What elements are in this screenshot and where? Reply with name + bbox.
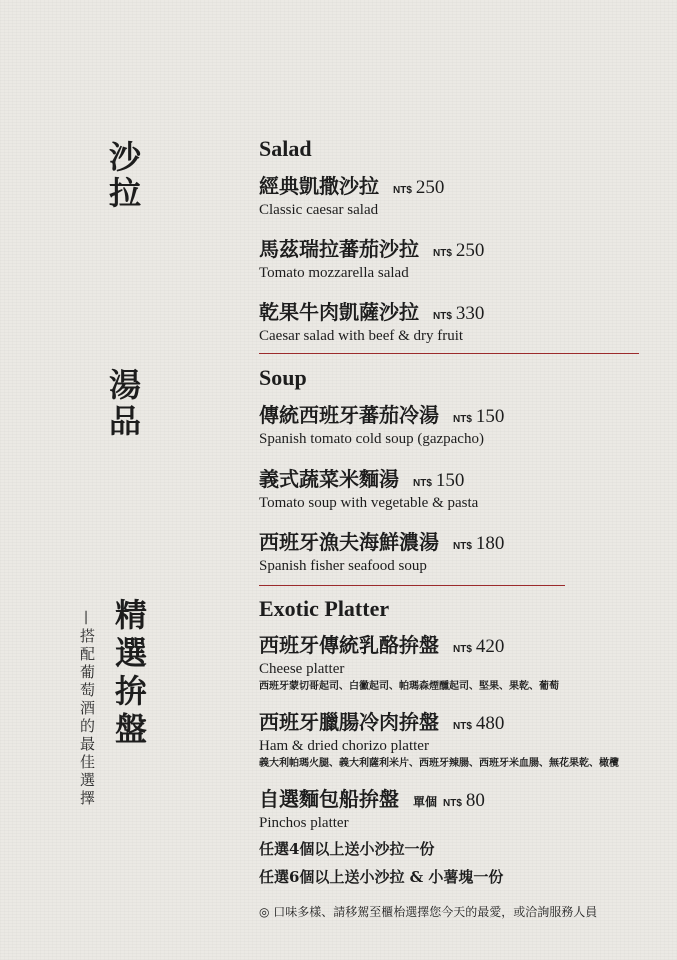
item-name-zh: 經典凱撒沙拉 bbox=[259, 174, 379, 198]
menu-item bbox=[259, 633, 559, 694]
item-unit: 單個 bbox=[413, 795, 438, 809]
item-name-en: Tomato soup with vegetable & pasta bbox=[259, 495, 479, 511]
price-currency: NT$ bbox=[443, 798, 462, 809]
item-price: 250 bbox=[415, 177, 445, 198]
item-name-zh: 乾果牛肉凱薩沙拉 bbox=[259, 300, 419, 324]
item-price: 80 bbox=[465, 790, 485, 811]
item-name-zh: 傳統西班牙蕃茄冷湯 bbox=[259, 403, 439, 427]
menu-item bbox=[259, 710, 619, 771]
item-price: 250 bbox=[455, 240, 485, 261]
item-name-en: Ham & dried chorizo platter bbox=[259, 738, 429, 754]
item-name-zh: 西班牙傳統乳酪拚盤 bbox=[259, 633, 439, 657]
price-currency: NT$ bbox=[453, 414, 472, 425]
item-name-en: Tomato mozzarella salad bbox=[259, 265, 409, 281]
price-currency: NT$ bbox=[453, 721, 472, 732]
price-currency: NT$ bbox=[453, 644, 472, 655]
platter-side-title: 精選拚盤 bbox=[110, 598, 148, 750]
promo-line: 任選6個以上送小沙拉 & 小薯塊一份 bbox=[259, 868, 504, 886]
menu-item bbox=[259, 237, 484, 282]
salad-section-title: Salad bbox=[259, 136, 312, 161]
item-name-zh: 馬茲瑞拉蕃茄沙拉 bbox=[259, 237, 419, 261]
menu-item bbox=[259, 530, 504, 575]
price-currency: NT$ bbox=[433, 311, 452, 322]
soup-section-title: Soup bbox=[259, 365, 307, 390]
footer-note: ◎ 口味多樣、請移駕至櫃枱選擇您今天的最愛，或洽詢服務人員 bbox=[259, 905, 598, 919]
salad-side-title: 沙拉 bbox=[104, 140, 142, 212]
item-price: 480 bbox=[475, 713, 505, 734]
item-name-zh: 西班牙臘腸冷肉拚盤 bbox=[259, 710, 439, 734]
item-name-en: Cheese platter bbox=[259, 661, 345, 677]
item-name-en: Caesar salad with beef & dry fruit bbox=[259, 328, 464, 344]
price-currency: NT$ bbox=[393, 185, 412, 196]
item-name-en: Spanish tomato cold soup (gazpacho) bbox=[259, 431, 484, 447]
platter-section-title: Exotic Platter bbox=[259, 596, 390, 621]
promo-line: 任選4個以上送小沙拉一份 bbox=[259, 840, 435, 858]
item-price: 180 bbox=[475, 533, 505, 554]
section-divider bbox=[259, 585, 565, 586]
soup-side-title: 湯品 bbox=[104, 368, 142, 440]
menu-item bbox=[259, 174, 444, 219]
item-name-zh: 西班牙漁夫海鮮濃湯 bbox=[259, 530, 439, 554]
menu-item bbox=[259, 403, 504, 448]
item-detail: 西班牙蒙切哥起司、白黴起司、帕瑪森煙醺起司、堅果、果乾、葡萄 bbox=[259, 681, 559, 692]
section-divider bbox=[259, 353, 639, 354]
menu-item bbox=[259, 787, 485, 832]
price-currency: NT$ bbox=[413, 478, 432, 489]
menu-item bbox=[259, 467, 478, 512]
item-name-zh: 義式蔬菜米麵湯 bbox=[259, 467, 399, 491]
platter-side-subtitle: —搭配葡萄酒的最佳選擇 bbox=[78, 610, 96, 808]
item-name-en: Spanish fisher seafood soup bbox=[259, 558, 427, 574]
item-detail: 義大利帕瑪火腿、義大利薩利米片、西班牙辣腸、西班牙米血腸、無花果乾、橄欖 bbox=[259, 758, 619, 769]
item-name-en: Pinchos platter bbox=[259, 815, 349, 831]
item-price: 330 bbox=[455, 303, 485, 324]
item-name-zh: 自選麵包船拚盤 bbox=[259, 787, 399, 811]
item-price: 150 bbox=[475, 406, 505, 427]
price-currency: NT$ bbox=[433, 248, 452, 259]
price-currency: NT$ bbox=[453, 541, 472, 552]
item-name-en: Classic caesar salad bbox=[259, 202, 379, 218]
item-price: 420 bbox=[475, 636, 505, 657]
item-price: 150 bbox=[435, 470, 465, 491]
menu-item bbox=[259, 300, 484, 345]
